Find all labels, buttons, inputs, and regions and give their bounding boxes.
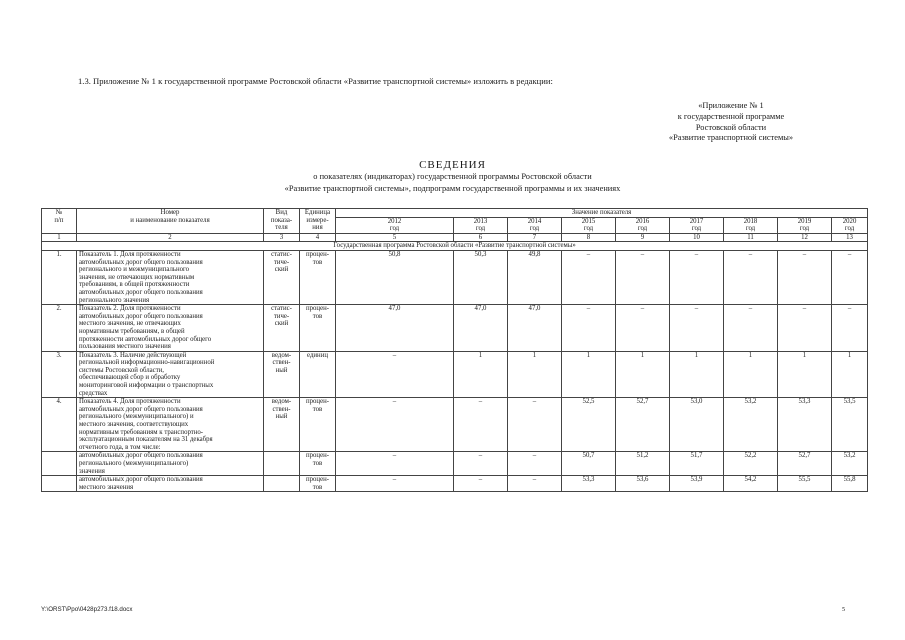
header-year: 2019 год (778, 217, 832, 233)
indicator-value: – (670, 305, 724, 352)
indicator-value: 53,2 (832, 452, 868, 476)
indicator-value: – (336, 398, 454, 452)
indicator-value: – (778, 305, 832, 352)
indicator-value: – (670, 250, 724, 304)
header-year: 2016 год (616, 217, 670, 233)
indicator-value: – (616, 250, 670, 304)
indicator-unit: процен- тов (300, 250, 336, 304)
indicator-value: 1 (778, 351, 832, 398)
indicator-value: 53,0 (670, 398, 724, 452)
indicator-value: – (508, 398, 562, 452)
indicator-name: Показатель 2. Доля протяженности автомобильных дорог общего пользования местного значения, не отвечающих нормативным требованиям, в общей протяженности автомобильных дорог общего пользования местного значения (77, 305, 264, 352)
indicator-value: – (832, 305, 868, 352)
intro-paragraph: 1.3. Приложение № 1 к государственной программе Ростовской области «Развитие транспортной системы» изложить в редакции: (78, 76, 553, 86)
indicator-value: 53,3 (562, 476, 616, 492)
row-number (42, 476, 77, 492)
indicator-value: 1 (832, 351, 868, 398)
indicator-value: – (336, 351, 454, 398)
appendix-line: Ростовской области (695, 122, 767, 132)
indicator-value: 1 (562, 351, 616, 398)
header-year: 2015 год (562, 217, 616, 233)
table-row (42, 398, 868, 452)
indicator-type (264, 452, 300, 476)
indicator-name: автомобильных дорог общего пользования регионального (межмуниципального) значения (77, 452, 264, 476)
header-year: 2014 год (508, 217, 562, 233)
indicator-value: 52,5 (562, 398, 616, 452)
indicator-value: – (454, 452, 508, 476)
row-number (42, 452, 77, 476)
row-number: 1. (42, 250, 77, 304)
indicator-type: статис- тиче- ский (264, 250, 300, 304)
indicator-value: – (454, 398, 508, 452)
row-number: 2. (42, 305, 77, 352)
indicator-value: 53,6 (616, 476, 670, 492)
indicator-value: – (508, 452, 562, 476)
appendix-line: «Приложение № 1 (698, 101, 764, 110)
indicator-unit: процен- тов (300, 476, 336, 492)
table-row (42, 452, 868, 476)
file-path: Y:\ORST\Ppo\0428p273.f18.docx (41, 606, 133, 613)
indicator-unit: процен- тов (300, 305, 336, 352)
indicator-value: – (562, 250, 616, 304)
indicator-value: 52,2 (724, 452, 778, 476)
column-index: 6 (454, 233, 508, 242)
indicator-type: ведом- ствен- ный (264, 398, 300, 452)
indicator-value: 50,7 (562, 452, 616, 476)
column-index: 8 (562, 233, 616, 242)
indicator-type: статис- тиче- ский (264, 305, 300, 352)
indicator-unit: процен- тов (300, 452, 336, 476)
header-year: 2013 год (454, 217, 508, 233)
indicator-value: 52,7 (616, 398, 670, 452)
appendix-line: «Развитие транспортной системы» (668, 133, 794, 143)
header-name: Номер и наименование показателя (77, 209, 264, 234)
indicator-value: 47,0 (454, 305, 508, 352)
indicator-type (264, 476, 300, 492)
column-index: 12 (778, 233, 832, 242)
header-year: 2012 год (336, 217, 454, 233)
document-subtitle-line1: о показателях (индикаторах) государственной программы Ростовской области (313, 172, 592, 181)
column-index: 5 (336, 233, 454, 242)
indicator-value: 53,5 (832, 398, 868, 452)
indicator-value: 51,2 (616, 452, 670, 476)
column-index-row (42, 233, 868, 242)
header-row (42, 209, 868, 218)
indicator-value: 53,2 (724, 398, 778, 452)
table-row (42, 250, 868, 304)
table-row (42, 476, 868, 492)
column-index: 4 (300, 233, 336, 242)
indicator-value: 54,2 (724, 476, 778, 492)
indicator-value: – (336, 452, 454, 476)
indicator-value: – (616, 305, 670, 352)
indicator-value: – (454, 476, 508, 492)
column-index: 10 (670, 233, 724, 242)
indicator-value: 50,3 (454, 250, 508, 304)
row-number: 3. (42, 351, 77, 398)
header-values-title: Значение показателя (336, 209, 868, 218)
indicator-name: Показатель 1. Доля протяженности автомобильных дорог общего пользования регионального и межмуниципального значения, не отвечающих нормативным требованиям, в общей протяженности автомобильных дорог общего пользования регионального значения (77, 250, 264, 304)
indicator-name: автомобильных дорог общего пользования местного значения (77, 476, 264, 492)
appendix-line: к государственной программе (677, 111, 785, 121)
indicator-value: 47,0 (336, 305, 454, 352)
row-number: 4. (42, 398, 77, 452)
indicator-value: 1 (508, 351, 562, 398)
indicator-value: 55,5 (778, 476, 832, 492)
section-title: Государственная программа Ростовской области «Развитие транспортной системы» (42, 242, 868, 251)
indicator-unit: единиц (300, 351, 336, 398)
column-index: 11 (724, 233, 778, 242)
indicator-value: – (724, 305, 778, 352)
indicator-value: – (724, 250, 778, 304)
indicator-name: Показатель 3. Наличие действующей региональной информационно-навигационной системы Ростовской области, обеспечивающей сбор и обработку мониторинговой информации о транспортных средствах (77, 351, 264, 398)
table-row (42, 305, 868, 352)
column-index: 2 (77, 233, 264, 242)
appendix-note (611, 101, 851, 144)
indicators-table (41, 208, 868, 492)
indicator-unit: процен- тов (300, 398, 336, 452)
column-index: 1 (42, 233, 77, 242)
indicator-value: – (778, 250, 832, 304)
indicator-value: 52,7 (778, 452, 832, 476)
indicator-value: – (562, 305, 616, 352)
header-num: № п/п (42, 209, 77, 234)
indicator-value: 51,7 (670, 452, 724, 476)
column-index: 7 (508, 233, 562, 242)
indicator-value: – (336, 476, 454, 492)
indicator-value: 1 (616, 351, 670, 398)
indicator-value: 1 (724, 351, 778, 398)
section-row (42, 242, 868, 251)
indicator-value: – (508, 476, 562, 492)
header-year: 2017 год (670, 217, 724, 233)
header-unit: Единица измере- ния (300, 209, 336, 234)
indicator-value: 47,0 (508, 305, 562, 352)
indicator-value: 53,9 (670, 476, 724, 492)
page-number: 5 (842, 606, 846, 613)
indicator-name: Показатель 4. Доля протяженности автомобильных дорог общего пользования регионального (межмуниципального) и местного значения, соответствующих нормативным требованиям к транспортно- эксплуатационным показателям на 31 декабря отчетного года, в том числе: (77, 398, 264, 452)
indicator-value: 1 (670, 351, 724, 398)
header-year: 2020 год (832, 217, 868, 233)
indicator-value: 53,3 (778, 398, 832, 452)
indicator-type: ведом- ствен- ный (264, 351, 300, 398)
table-row (42, 351, 868, 398)
header-type: Вид показа- теля (264, 209, 300, 234)
column-index: 3 (264, 233, 300, 242)
column-index: 9 (616, 233, 670, 242)
indicator-value: 55,8 (832, 476, 868, 492)
indicator-value: 1 (454, 351, 508, 398)
document-title: СВЕДЕНИЯ (419, 159, 486, 171)
header-year: 2018 год (724, 217, 778, 233)
indicator-value: – (832, 250, 868, 304)
indicator-value: 50,8 (336, 250, 454, 304)
column-index: 13 (832, 233, 868, 242)
indicator-value: 49,8 (508, 250, 562, 304)
document-subtitle-line2: «Развитие транспортной системы», подпрограмм государственной программы и их значениях (284, 184, 621, 193)
